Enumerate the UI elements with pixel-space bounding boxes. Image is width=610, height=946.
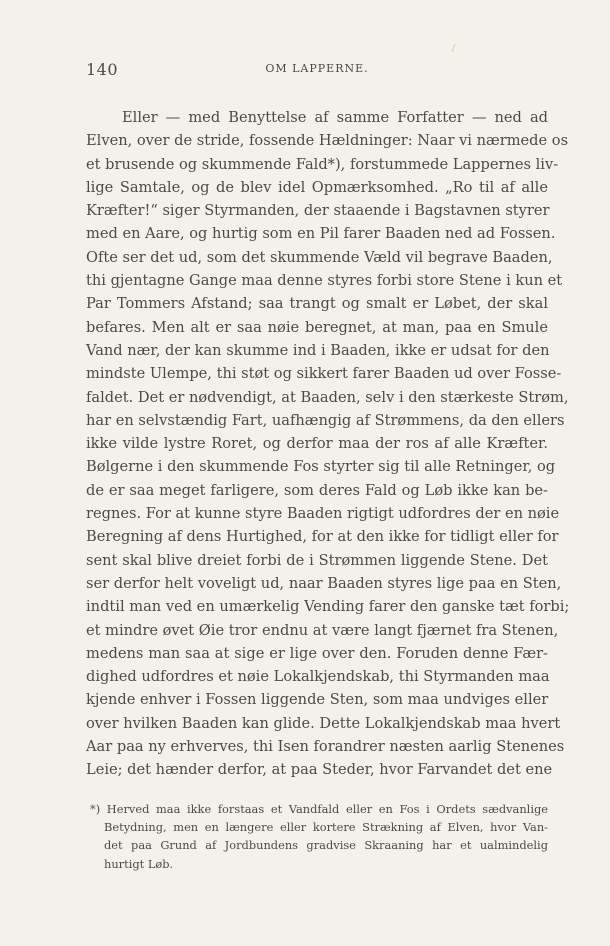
footnote-line: hurtigt Løb. [104, 856, 174, 871]
page-header [86, 60, 548, 80]
text-line: et brusende og skummende Fald*), forstummede Lappernes liv- [86, 155, 559, 173]
footnote [90, 800, 548, 873]
running-title: OM LAPPERNE. [265, 62, 369, 75]
text-line: Leie; det hænder derfor, at paa Steder, hvor Farvandet det ene [86, 761, 553, 779]
footnote-line: det paa Grund af Jordbundens gradvise Skraaning har et ualmindelig [104, 838, 548, 853]
text-line: befares. Men alt er saa nøie beregnet, at man, paa en Smule [86, 318, 548, 336]
page-edge-mark [452, 44, 456, 52]
text-line: med en Aare, og hurtig som en Pil farer Baaden ned ad Fossen. [86, 225, 556, 243]
text-line: Elven, over de stride, fossende Hældninger: Naar vi nærmede os [86, 132, 569, 150]
text-line: Vand nær, der kan skumme ind i Baaden, ikke er udsat for den [86, 341, 550, 359]
text-line: over hvilken Baaden kan glide. Dette Lokalkjendskab maa hvert [86, 714, 561, 732]
text-line: faldet. Det er nødvendigt, at Baaden, selv i den stærkeste Strøm, [86, 388, 569, 406]
text-line: ser derfor helt voveligt ud, naar Baaden styres lige paa en Sten, [86, 574, 562, 592]
text-line: Kræfter!“ siger Styrmanden, der staaende i Bagstavnen styrer [86, 202, 550, 220]
text-line: lige Samtale, og de blev idel Opmærksomhed. „Ro til af alle [86, 178, 548, 196]
text-line: Aar paa ny erhverves, thi Isen forandrer næsten aarlig Stenenes [86, 738, 565, 756]
text-line: Eller — med Benyttelse af samme Forfatter — ned ad [122, 109, 548, 126]
text-line: medens man saa at sige er lige over den. Foruden denne Fær- [86, 644, 548, 662]
text-line: Ofte ser det ud, som det skummende Væld vil begrave Baaden, [86, 248, 553, 266]
text-line: mindste Ulempe, thi støt og sikkert farer Baaden ud over Fosse- [86, 365, 562, 383]
body-paragraph [86, 106, 570, 782]
text-line: har en selvstændig Fart, uafhængig af Strømmens, da den ellers [86, 411, 565, 429]
text-line: regnes. For at kunne styre Baaden rigtigt udfordres der en nøie [86, 505, 560, 523]
text-line: ikke vilde lystre Roret, og derfor maa der ros af alle Kræfter. [86, 435, 548, 453]
text-line: Bølgerne i den skummende Fos styrter sig til alle Retninger, og [86, 458, 556, 476]
footnote-line: *) Herved maa ikke forstaas et Vandfald eller en Fos i Ordets sædvanlige [90, 802, 548, 816]
text-line: et mindre øvet Øie tror endnu at være langt fjærnet fra Stenen, [86, 621, 559, 639]
text-line: indtil man ved en umærkelig Vending farer den ganske tæt forbi; [86, 598, 570, 616]
text-line: Beregning af dens Hurtighed, for at den ikke for tidligt eller for [86, 528, 559, 546]
page-number: 140 [86, 60, 119, 79]
text-line: Par Tommers Afstand; saa trangt og smalt er Løbet, der skal [86, 295, 548, 313]
text-line: de er saa meget farligere, som deres Fald og Løb ikke kan be- [86, 481, 548, 499]
text-line: sent skal blive dreiet forbi de i Strømmen liggende Stene. Det [86, 551, 548, 569]
text-line: kjende enhver i Fossen liggende Sten, som maa undviges eller [86, 691, 549, 709]
footnote-line: Betydning, men en længere eller kortere Strækning af Elven, hvor Van- [104, 820, 548, 835]
text-line: dighed udfordres et nøie Lokalkjendskab, thi Styrmanden maa [86, 668, 550, 686]
text-line: thi gjentagne Gange maa denne styres forbi store Stene i kun et [86, 272, 563, 290]
